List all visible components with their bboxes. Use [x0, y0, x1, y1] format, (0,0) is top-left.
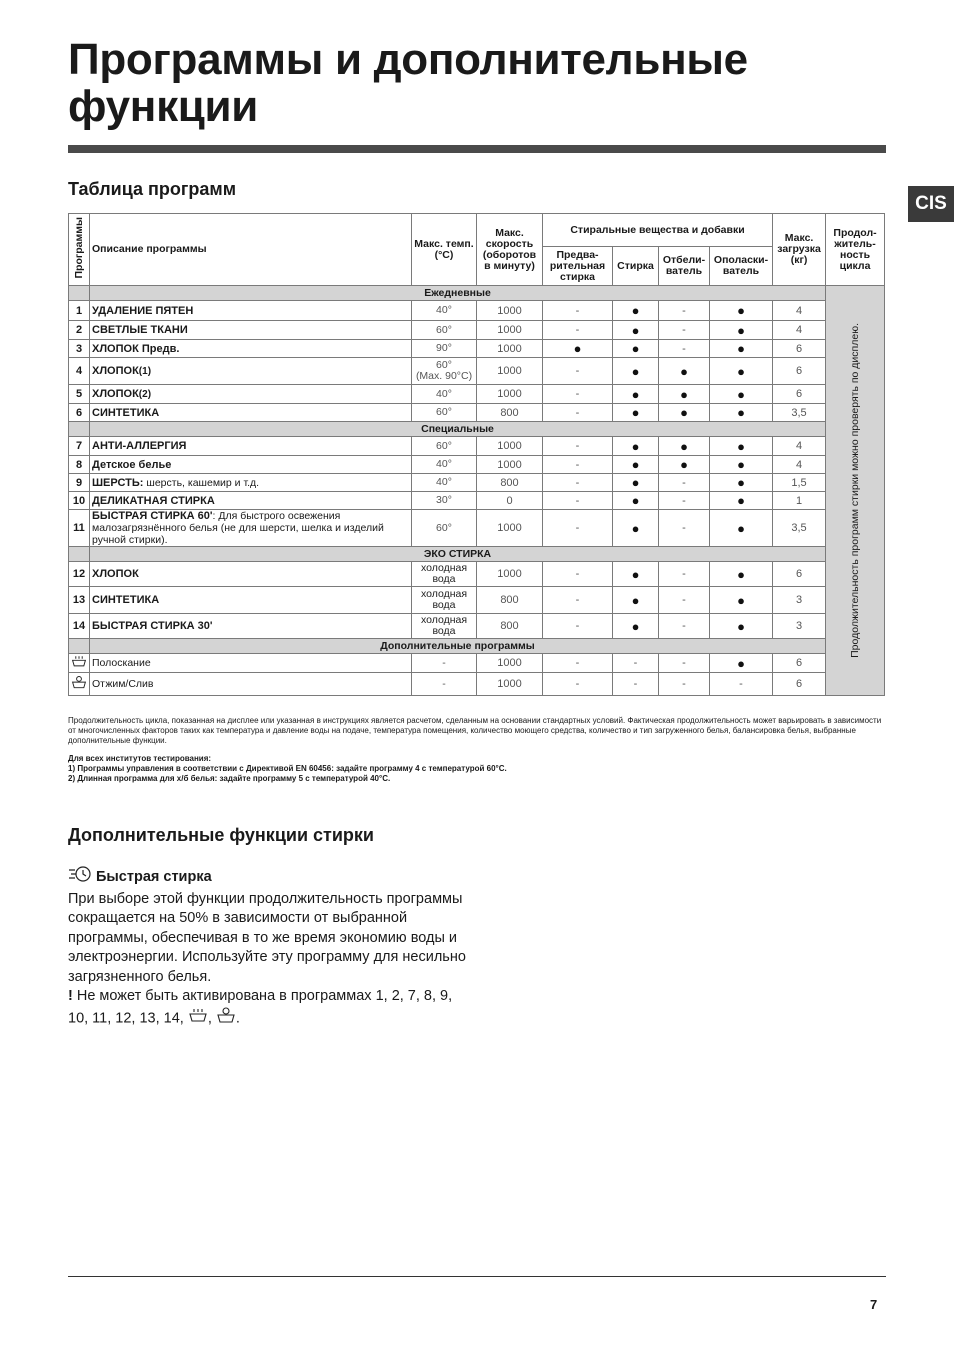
- softener: ●: [710, 321, 773, 340]
- col-prewash: Предва- рительная стирка: [543, 247, 613, 286]
- max-temp: 40°: [412, 301, 477, 321]
- wash: ●: [613, 404, 659, 422]
- table-row: [69, 301, 885, 321]
- category-row: [69, 286, 885, 301]
- program-number: 4: [69, 358, 90, 385]
- duration-footnote: Продолжительность цикла, показанная на дисплее или указанная в инструкциях является расчетом, сделанным на основании стандартных условий. Фактическая продолжительность может варьировать в зависимости от многочисленных факторов таких как температура и давление воды на подаче, температура помещения, количество моющего средства, количество и тип загруженного белья, балансировка белья, выбранные дополнительные функции.: [68, 716, 882, 745]
- bleach: -: [659, 654, 710, 673]
- max-temp: 90°: [412, 340, 477, 358]
- bleach: ●: [659, 358, 710, 385]
- table-heading: Таблица программ: [68, 179, 237, 199]
- max-load: 6: [773, 385, 826, 404]
- max-temp: 60°: [412, 321, 477, 340]
- program-description: СИНТЕТИКА: [90, 587, 412, 614]
- softener: ●: [710, 358, 773, 385]
- max-temp: 40°: [412, 385, 477, 404]
- table-row: [69, 456, 885, 474]
- category-row: [69, 639, 885, 654]
- program-number: [69, 673, 90, 696]
- program-description: ШЕРСТЬ: шерсть, кашемир и т.д.: [90, 474, 412, 492]
- col-max-temp: Макс. темп. (°C): [412, 214, 477, 286]
- table-row: [69, 587, 885, 614]
- max-speed: 1000: [477, 340, 543, 358]
- prewash: -: [543, 654, 613, 673]
- max-load: 4: [773, 456, 826, 474]
- col-programs: Программы: [69, 214, 90, 286]
- program-number: 6: [69, 404, 90, 422]
- table-row: [69, 654, 885, 673]
- category-label: ЭКО СТИРКА: [90, 547, 826, 562]
- max-load: 3,5: [773, 404, 826, 422]
- max-temp: холодная вода: [412, 562, 477, 587]
- wash: ●: [613, 562, 659, 587]
- table-row: [69, 340, 885, 358]
- program-number: [69, 654, 90, 673]
- program-description: БЫСТРАЯ СТИРКА 60': Для быстрого освежения малозагрязнённого белья (не для шерсти, шелка и изделий ручной стирки).: [90, 510, 412, 547]
- bleach: -: [659, 340, 710, 358]
- prewash: -: [543, 404, 613, 422]
- prewash: -: [543, 673, 613, 696]
- prewash: ●: [543, 340, 613, 358]
- program-description: БЫСТРАЯ СТИРКА 30': [90, 614, 412, 639]
- prewash: -: [543, 301, 613, 321]
- softener: -: [710, 673, 773, 696]
- max-temp: холодная вода: [412, 587, 477, 614]
- program-number: 2: [69, 321, 90, 340]
- max-speed: 800: [477, 614, 543, 639]
- wash: -: [613, 654, 659, 673]
- table-row: [69, 673, 885, 696]
- bleach: -: [659, 673, 710, 696]
- bleach: ●: [659, 385, 710, 404]
- quick-wash-text: При выборе этой функции продолжительность программы сокращается на 50% в зависимости от выбранной программы, обеспечивая в то же время экономию воды и электроэнергии. Используйте эту программу для несильно загрязненного белья.: [68, 890, 466, 985]
- max-load: 3,5: [773, 510, 826, 547]
- max-speed: 1000: [477, 562, 543, 587]
- program-number: 3: [69, 340, 90, 358]
- max-load: 6: [773, 673, 826, 696]
- title-underline: [68, 145, 886, 153]
- bleach: -: [659, 614, 710, 639]
- prewash: -: [543, 385, 613, 404]
- softener: ●: [710, 340, 773, 358]
- softener: ●: [710, 474, 773, 492]
- program-table-body: [69, 286, 885, 696]
- softener: ●: [710, 385, 773, 404]
- spin-drain-icon: [71, 675, 87, 690]
- program-description: ХЛОПОК: [90, 562, 412, 587]
- col-detergents: Стиральные вещества и добавки: [543, 214, 773, 247]
- max-speed: 800: [477, 474, 543, 492]
- wash: ●: [613, 456, 659, 474]
- table-row: [69, 474, 885, 492]
- wash: ●: [613, 614, 659, 639]
- max-temp: 40°: [412, 456, 477, 474]
- prewash: -: [543, 614, 613, 639]
- program-number: 14: [69, 614, 90, 639]
- program-description: Детское белье: [90, 456, 412, 474]
- functions-heading: Дополнительные функции стирки: [68, 825, 374, 845]
- page-title: Программы и дополнительные функции: [68, 35, 748, 131]
- wash: ●: [613, 385, 659, 404]
- bleach: -: [659, 562, 710, 587]
- bleach: ●: [659, 404, 710, 422]
- program-description: ХЛОПОК(1): [90, 358, 412, 385]
- softener: ●: [710, 614, 773, 639]
- max-speed: 1000: [477, 510, 543, 547]
- program-description: СИНТЕТИКА: [90, 404, 412, 422]
- table-row: [69, 404, 885, 422]
- prewash: -: [543, 358, 613, 385]
- col-wash: Стирка: [613, 247, 659, 286]
- quick-wash-section: [68, 865, 468, 1030]
- test-footnote: Для всех институтов тестирования: 1) Программы управления в соответствии с Директивой EN 60456: задайте программу 4 с температурой 60°С. 2) Длинная программа для х/б белья: задайте программу 5 с температурой 40°С.: [68, 754, 507, 783]
- language-tab: CIS: [908, 186, 954, 222]
- col-max-load: Макс. загрузка (кг): [773, 214, 826, 286]
- softener: ●: [710, 562, 773, 587]
- wash: ●: [613, 474, 659, 492]
- program-number: 11: [69, 510, 90, 547]
- col-bleach: Отбели- ватель: [659, 247, 710, 286]
- max-load: 6: [773, 562, 826, 587]
- program-number: 5: [69, 385, 90, 404]
- col-duration: Продол- житель- ность цикла: [826, 214, 885, 286]
- max-load: 4: [773, 437, 826, 456]
- wash: ●: [613, 321, 659, 340]
- rinse-icon: [188, 1008, 208, 1030]
- bleach: -: [659, 587, 710, 614]
- softener: ●: [710, 587, 773, 614]
- table-row: [69, 358, 885, 385]
- footer-rule: [68, 1276, 886, 1277]
- program-number: 9: [69, 474, 90, 492]
- table-row: [69, 510, 885, 547]
- bleach: -: [659, 301, 710, 321]
- prewash: -: [543, 587, 613, 614]
- max-speed: 1000: [477, 456, 543, 474]
- softener: ●: [710, 437, 773, 456]
- table-row: [69, 321, 885, 340]
- table-row: [69, 492, 885, 510]
- category-label: Дополнительные программы: [90, 639, 826, 654]
- warning-mark: !: [68, 988, 73, 1004]
- softener: ●: [710, 492, 773, 510]
- prewash: -: [543, 492, 613, 510]
- prewash: -: [543, 456, 613, 474]
- max-load: 1,5: [773, 474, 826, 492]
- bleach: ●: [659, 456, 710, 474]
- bleach: -: [659, 321, 710, 340]
- program-description: ХЛОПОК(2): [90, 385, 412, 404]
- table-row: [69, 385, 885, 404]
- program-description: АНТИ-АЛЛЕРГИЯ: [90, 437, 412, 456]
- max-load: 6: [773, 358, 826, 385]
- max-load: 6: [773, 340, 826, 358]
- max-load: 3: [773, 614, 826, 639]
- max-temp: 40°: [412, 474, 477, 492]
- max-speed: 800: [477, 404, 543, 422]
- program-description: ДЕЛИКАТНАЯ СТИРКА: [90, 492, 412, 510]
- rinse-icon: [71, 655, 87, 668]
- softener: ●: [710, 510, 773, 547]
- program-number: 1: [69, 301, 90, 321]
- max-temp: 60°: [412, 437, 477, 456]
- bleach: -: [659, 474, 710, 492]
- max-load: 4: [773, 301, 826, 321]
- max-temp: 30°: [412, 492, 477, 510]
- max-load: 1: [773, 492, 826, 510]
- prewash: -: [543, 321, 613, 340]
- max-speed: 1000: [477, 437, 543, 456]
- prewash: -: [543, 562, 613, 587]
- max-speed: 1000: [477, 358, 543, 385]
- softener: ●: [710, 301, 773, 321]
- col-max-speed: Макс. скорость (оборотов в минуту): [477, 214, 543, 286]
- program-number: 12: [69, 562, 90, 587]
- category-row: [69, 547, 885, 562]
- prewash: -: [543, 474, 613, 492]
- bleach: -: [659, 510, 710, 547]
- col-description: Описание программы: [90, 214, 412, 286]
- max-speed: 800: [477, 587, 543, 614]
- category-label: Специальные: [90, 422, 826, 437]
- program-table: [68, 213, 885, 696]
- bleach: ●: [659, 437, 710, 456]
- wash: ●: [613, 301, 659, 321]
- softener: ●: [710, 654, 773, 673]
- prewash: -: [543, 437, 613, 456]
- table-row: [69, 562, 885, 587]
- prewash: -: [543, 510, 613, 547]
- max-temp: -: [412, 654, 477, 673]
- quick-wash-icon: [68, 865, 92, 890]
- program-number: 8: [69, 456, 90, 474]
- wash: ●: [613, 437, 659, 456]
- col-softener: Ополаски- ватель: [710, 247, 773, 286]
- max-speed: 1000: [477, 673, 543, 696]
- max-temp: холодная вода: [412, 614, 477, 639]
- page-number: 7: [870, 1297, 878, 1312]
- wash: ●: [613, 510, 659, 547]
- max-load: 4: [773, 321, 826, 340]
- wash: ●: [613, 340, 659, 358]
- quick-wash-warning: ! Не может быть активирована в программах 1, 2, 7, 8, 9, 10, 11, 12, 13, 14, , .: [68, 987, 468, 1030]
- program-number: 13: [69, 587, 90, 614]
- wash: -: [613, 673, 659, 696]
- wash: ●: [613, 587, 659, 614]
- program-description: УДАЛЕНИЕ ПЯТЕН: [90, 301, 412, 321]
- program-description: Отжим/Слив: [90, 673, 412, 696]
- program-number: 7: [69, 437, 90, 456]
- softener: ●: [710, 404, 773, 422]
- bleach: -: [659, 492, 710, 510]
- duration-note: Продолжительность программ стирки можно проверять по дисплею.: [826, 286, 885, 696]
- wash: ●: [613, 492, 659, 510]
- program-description: Полоскание: [90, 654, 412, 673]
- max-temp: 60°: [412, 510, 477, 547]
- max-load: 3: [773, 587, 826, 614]
- category-label: Ежедневные: [90, 286, 826, 301]
- max-load: 6: [773, 654, 826, 673]
- table-row: [69, 437, 885, 456]
- wash: ●: [613, 358, 659, 385]
- max-speed: 1000: [477, 654, 543, 673]
- max-speed: 1000: [477, 301, 543, 321]
- program-description: ХЛОПОК Предв.: [90, 340, 412, 358]
- max-speed: 0: [477, 492, 543, 510]
- table-row: [69, 614, 885, 639]
- softener: ●: [710, 456, 773, 474]
- max-speed: 1000: [477, 321, 543, 340]
- program-number: 10: [69, 492, 90, 510]
- category-row: [69, 422, 885, 437]
- quick-wash-title: Быстрая стирка: [96, 868, 212, 885]
- program-description: СВЕТЛЫЕ ТКАНИ: [90, 321, 412, 340]
- max-speed: 1000: [477, 385, 543, 404]
- max-temp: -: [412, 673, 477, 696]
- spin-drain-icon: [216, 1007, 236, 1031]
- max-temp: 60° (Max. 90°C): [412, 358, 477, 385]
- max-temp: 60°: [412, 404, 477, 422]
